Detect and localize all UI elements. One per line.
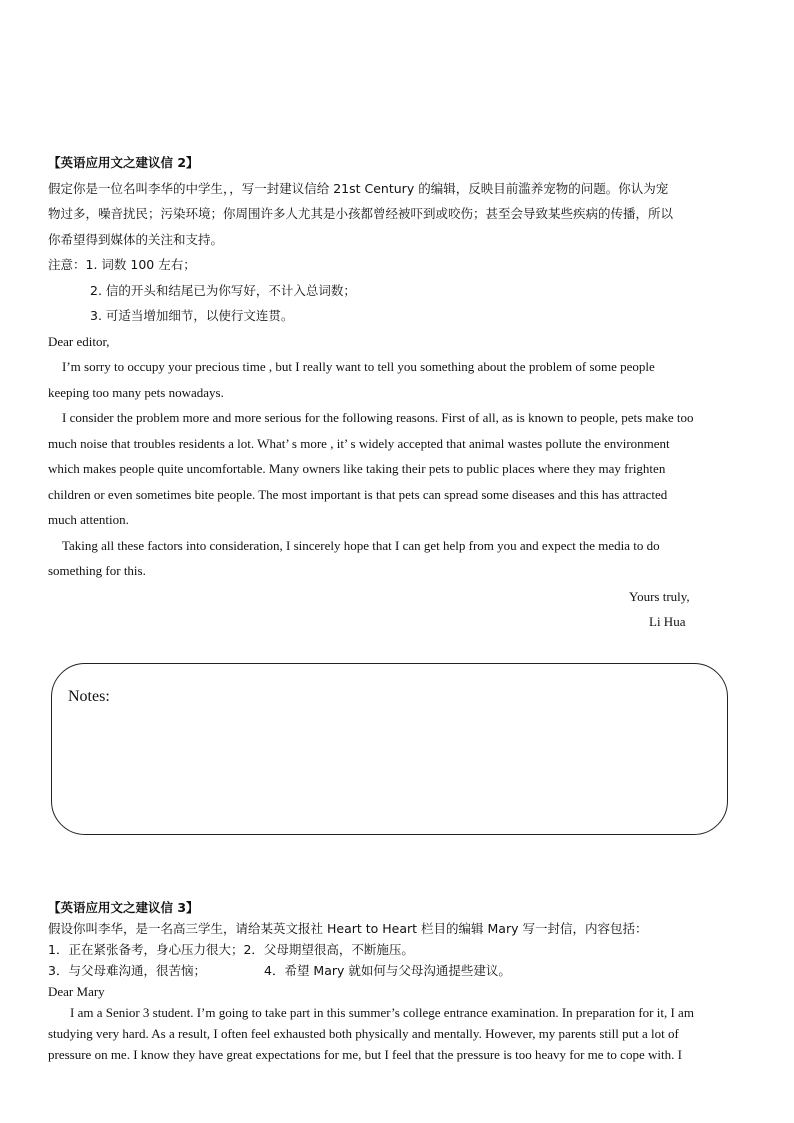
letter2-note-item: 2. 信的开头和结尾已为你写好，不计入总词数； — [90, 282, 356, 298]
letter3-heading: 【英语应用文之建议信 3】 — [48, 900, 199, 915]
letter3-body-line: I am a Senior 3 student. I’m going to take part in this summer’s college entrance examination. In preparation for it, I am — [70, 1005, 694, 1020]
letter3-body-line: pressure on me. I know they have great expectations for me, but I feel that the pressure is too heavy for me to cope with. I — [48, 1047, 682, 1062]
letter2-body-line: much noise that troubles residents a lot. What’ s more , it’ s widely accepted that animal wastes pollute the environment — [48, 435, 670, 451]
letter3-prompt: 假设你叫李华，是一名高三学生，请给某英文报社 Heart to Heart 栏目的编辑 Mary 写一封信，内容包括： — [48, 921, 648, 936]
letter3-point: 3．与父母难沟通，很苦恼； — [48, 963, 206, 978]
letter3-point: 4．希望 Mary 就如何与父母沟通提些建议。 — [264, 963, 511, 978]
letter2-salutation: Dear editor, — [48, 333, 110, 349]
letter2-body-line: something for this. — [48, 563, 146, 578]
letter2-prompt-line: 你希望得到媒体的关注和支持。 — [48, 231, 224, 247]
letter2-closing: Yours truly, — [629, 588, 690, 604]
letter2-body-line: which makes people quite uncomfortable. Many owners like taking their pets to public places where they may frighten — [48, 461, 666, 476]
notes-prefix: 注意： — [48, 257, 86, 272]
letter2-prompt-line: 物过多，噪音扰民；污染环境；你周围许多人尤其是小孩都曾经被吓到或咬伤；甚至会导致某些疾病的传播，所以 — [48, 206, 674, 221]
letter2-body-line: keeping too many pets nowadays. — [48, 384, 224, 400]
notes-label: Notes: — [68, 688, 110, 705]
letter2-body-line: I’m sorry to occupy your precious time , but I really want to tell you something about the problem of some people — [62, 359, 655, 374]
letter3-point: 1．正在紧张备考，身心压力很大；2．父母期望很高，不断施压。 — [48, 942, 414, 957]
letter2-note-item: 3. 可适当增加细节，以使行文连贯。 — [90, 308, 294, 323]
letter3-body-line: studying very hard. As a result, I often feel exhausted both physically and mentally. However, my parents still put a lot of — [48, 1026, 679, 1041]
letter2-prompt-line: 假定你是一位名叫李华的中学生，，写一封建议信给 21st Century 的编辑，反映目前滥养宠物的问题。你认为宠 — [48, 180, 669, 196]
notes-box — [51, 663, 728, 835]
letter2-section — [48, 150, 748, 635]
letter2-body-line: much attention. — [48, 512, 129, 527]
letter2-body-line: I consider the problem more and more serious for the following reasons. First of all, as is known to people, pets make too — [62, 410, 694, 425]
letter2-heading: 【英语应用文之建议信 2】 — [48, 155, 199, 170]
letter3-point-row — [48, 960, 748, 981]
letter2-body-line: children or even sometimes bite people. The most important is that pets can spread some diseases and this has attracted — [48, 486, 668, 502]
letter2-body-line: Taking all these factors into consideration, I sincerely hope that I can get help from you and expect the media to do — [62, 537, 660, 553]
letter2-signature: Li Hua — [649, 614, 686, 629]
letter3-section — [48, 897, 748, 1065]
letter2-note-item: 注意：1. 词数 100 左右； — [48, 257, 196, 272]
letter3-salutation: Dear Mary — [48, 984, 105, 999]
